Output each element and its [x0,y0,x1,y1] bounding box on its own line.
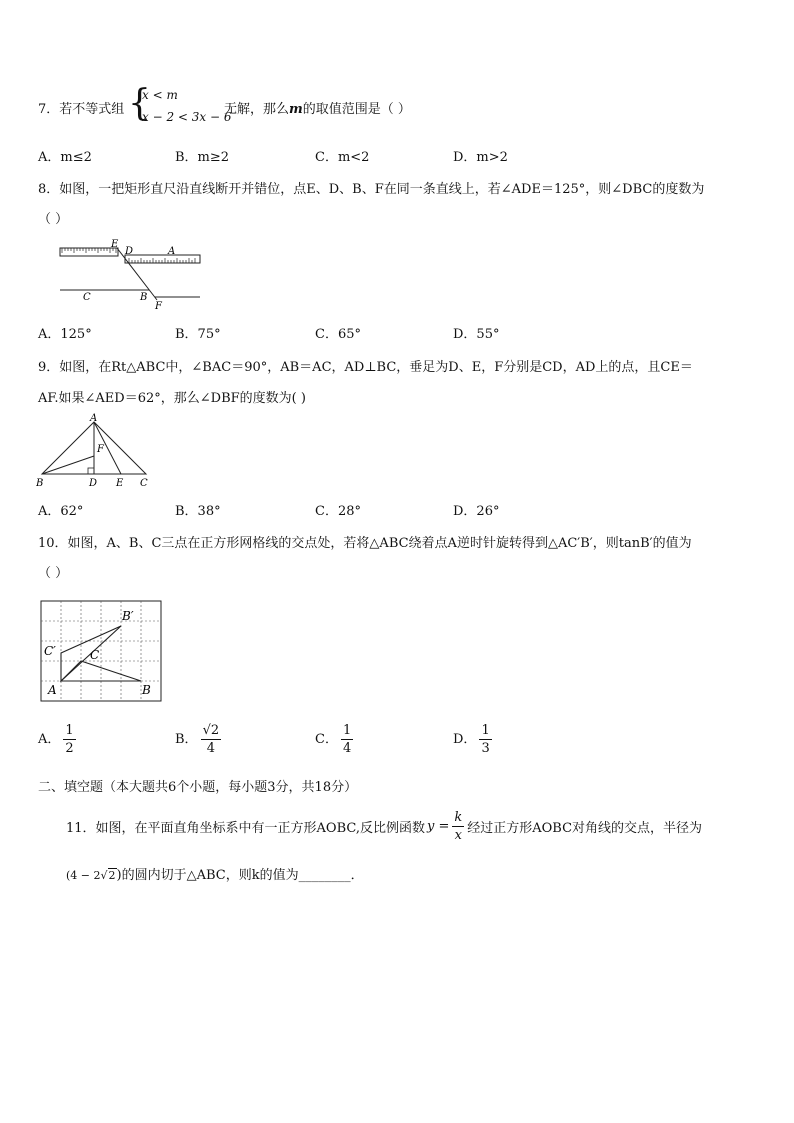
q10-option-a[interactable]: A． $\frac{1}{2}$ [38,723,74,756]
q9-option-a[interactable]: A．62° [38,504,84,519]
q10-option-b[interactable]: B． $\frac{√2}{4}$ [175,723,220,756]
q7-var-m: m [289,102,303,117]
q9-label-F: F [97,444,104,455]
q9-stem-line1: 9．如图，在Rt△ABC中，∠BAC＝90°，AB＝AC，AD⊥BC，垂足为D、E，F分别是CD，AD上的点，且CE＝ [38,360,693,375]
q8-label-B: B [140,292,148,303]
q10-label-C: C [90,648,100,662]
q10-option-b-fraction: $\frac{√2}{4}$ [202,723,220,756]
q10-label-B: B [142,683,151,697]
q7-option-b[interactable]: B．m≥2 [175,150,230,165]
q9-option-c[interactable]: C．28° [315,504,361,519]
q11-function-lhs: y = [427,818,450,834]
q7-option-a[interactable]: A．m≤2 [38,150,92,165]
q9-label-A: A [90,413,98,424]
q8-label-C: C [83,292,91,303]
q8-stem-line1: 8．如图，一把矩形直尺沿直线断开并错位，点E、D、B、F在同一条直线上，若∠ADE＝125°，则∠DBC的度数为 [38,182,705,197]
q8-option-d[interactable]: D．55° [453,327,500,342]
q7-stem [38,98,124,117]
q7-option-c[interactable]: C．m<2 [315,150,370,165]
q10-option-d[interactable]: D． $\frac{1}{3}$ [453,723,490,756]
q10-grid-figure [38,598,164,704]
q10-option-c[interactable]: C． $\frac{1}{4}$ [315,723,352,756]
q10-option-d-fraction: $\frac{1}{3}$ [481,723,490,756]
q9-label-E: E [116,478,124,489]
q11-stem-line1: 11．如图，在平面直角坐标系中有一正方形AOBC,反比例函数 y = $\frac{k}{x}$ 经过正方形AOBC对角线的交点，半径为 [66,809,703,843]
q10-option-c-fraction: $\frac{1}{4}$ [342,723,352,756]
q9-option-b[interactable]: B．38° [175,504,221,519]
q9-segment-bf [42,456,94,474]
q7-stem-suffix: 无解，那么m的取值范围是（ ） [224,102,411,117]
q9-label-B: B [36,478,44,489]
q11-function-fraction: $\frac{k}{x}$ [454,809,463,843]
q8-label-A: A [168,246,176,257]
q7-prefix: 7．若不等式组 [38,102,125,117]
q10-label-C-prime: C′ [44,644,56,658]
q9-stem-line2: AF.如果∠AED＝62°，那么∠DBF的度数为( ) [38,391,306,406]
section-2-heading: 二、填空题（本大题共6个小题，每小题3分，共18分） [38,780,358,795]
q11-sqrt: √2 [100,869,116,882]
q9-option-d[interactable]: D．26° [453,504,500,519]
q10-option-a-fraction: $\frac{1}{2}$ [65,723,74,756]
q9-triangle-figure [36,412,154,490]
q7-inequality-1: x < m [142,88,178,102]
q11-stem-line2: (4 − 2√2)的圆内切于△ABC，则k的值为________． [66,868,364,883]
q10-stem-line2: （ ） [38,566,69,581]
q10-stem-line1: 10．如图，A、B、C三点在正方形网格线的交点处，若将△ABC绕着点A逆时针旋转得到△AC′B′，则tanB′的值为 [38,536,692,551]
q8-label-D: D [125,246,134,257]
q10-label-A: A [48,683,57,697]
q8-ruler-figure [55,238,205,310]
q7-inequality-2: x − 2 < 3x − 6 [142,110,232,124]
q8-label-E: E [111,239,119,250]
q7-system-brace: { [128,83,151,124]
q9-label-C: C [140,478,148,489]
q8-option-a[interactable]: A．125° [38,327,92,342]
q8-option-b[interactable]: B．75° [175,327,221,342]
q7-option-d[interactable]: D．m>2 [453,150,508,165]
q9-label-D: D [89,478,98,489]
q9-right-angle-mark [88,468,94,474]
q8-label-F: F [155,301,162,310]
q8-stem-line2: （ ） [38,212,69,227]
q8-option-c[interactable]: C．65° [315,327,361,342]
q10-label-B-prime: B′ [122,609,134,623]
